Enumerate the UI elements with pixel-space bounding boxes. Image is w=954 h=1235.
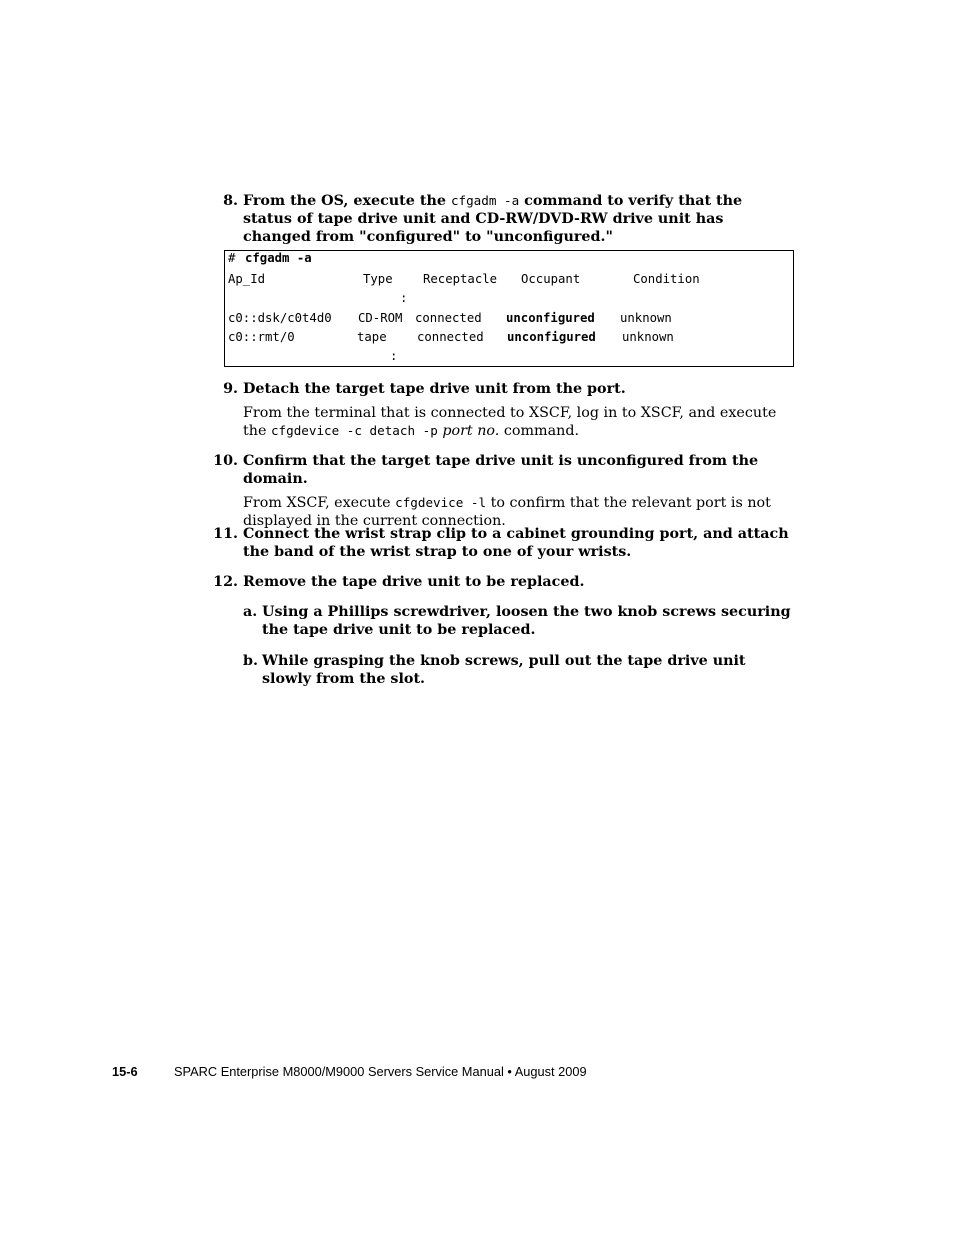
row-colon: : — [390, 349, 398, 363]
step-number: 11. — [213, 526, 238, 542]
row-type: tape — [357, 330, 387, 344]
inline-code: cfgdevice -c detach -p — [270, 423, 438, 438]
row-type: CD-ROM — [358, 311, 403, 325]
step-number: 9. — [223, 381, 238, 397]
header-condition: Condition — [633, 272, 700, 286]
row-apid: c0::rmt/0 — [228, 330, 295, 344]
inline-italic: port no. — [442, 423, 500, 439]
step-heading: Confirm that the target tape drive unit is unconfigured from the domain. — [243, 453, 759, 487]
step-number: 8. — [223, 193, 238, 209]
step-heading: Detach the target tape drive unit from the port. — [243, 381, 626, 397]
row-occupant: unconfigured — [507, 330, 596, 344]
substep-a — [243, 603, 795, 639]
substep-b — [243, 652, 795, 688]
row-apid: c0::dsk/c0t4d0 — [228, 311, 332, 325]
step-number: 12. — [213, 574, 238, 590]
substep-letter: b. — [243, 653, 258, 669]
row-condition: unknown — [620, 311, 672, 325]
header-apid: Ap_Id — [228, 272, 266, 286]
step-paragraph: From the terminal that is connected to XSCF, log in to XSCF, and execute the cfgdevice -c detach -p port no. command. — [243, 405, 777, 439]
step-heading: From the OS, execute the cfgadm -a command to verify that the status of tape drive unit and CD-RW/DVD-RW drive unit has changed from "configured" to "unconfigured." — [243, 193, 743, 245]
command: cfgadm -a — [245, 251, 312, 265]
footer-title: SPARC Enterprise M8000/M9000 Servers Service Manual • August 2009 — [174, 1064, 587, 1079]
substep-text: Using a Phillips screwdriver, loosen the two knob screws securing the tape drive unit to be replaced. — [262, 604, 791, 638]
step-12 — [212, 573, 794, 591]
row-condition: unknown — [622, 330, 674, 344]
row-occupant: unconfigured — [506, 311, 595, 325]
step-heading: Connect the wrist strap clip to a cabinet grounding port, and attach the band of the wrist strap to one of your wrists. — [243, 526, 789, 560]
step-9 — [212, 380, 794, 440]
step-number: 10. — [213, 453, 238, 469]
substep-text: While grasping the knob screws, pull out the tape drive unit slowly from the slot. — [262, 653, 746, 687]
header-receptacle: Receptacle — [423, 272, 498, 286]
substep-letter: a. — [243, 604, 258, 620]
inline-code: cfgdevice -l — [395, 495, 487, 510]
bullet: • — [507, 1064, 512, 1079]
step-8 — [212, 192, 794, 246]
row-receptacle: connected — [415, 311, 482, 325]
page-number: 15-6 — [112, 1064, 138, 1079]
step-10 — [212, 452, 794, 530]
prompt: # — [228, 251, 236, 265]
step-paragraph: From XSCF, execute cfgdevice -l to confirm that the relevant port is not displayed in the current connection. — [243, 495, 771, 529]
header-colon: : — [400, 291, 408, 305]
terminal-output — [224, 250, 794, 367]
footer-date: August 2009 — [514, 1064, 587, 1079]
header-type: Type — [363, 272, 393, 286]
step-11 — [212, 525, 794, 561]
inline-code: cfgadm -a — [450, 193, 520, 208]
header-occupant: Occupant — [521, 272, 581, 286]
step-heading: Remove the tape drive unit to be replaced. — [243, 574, 585, 590]
row-receptacle: connected — [417, 330, 484, 344]
